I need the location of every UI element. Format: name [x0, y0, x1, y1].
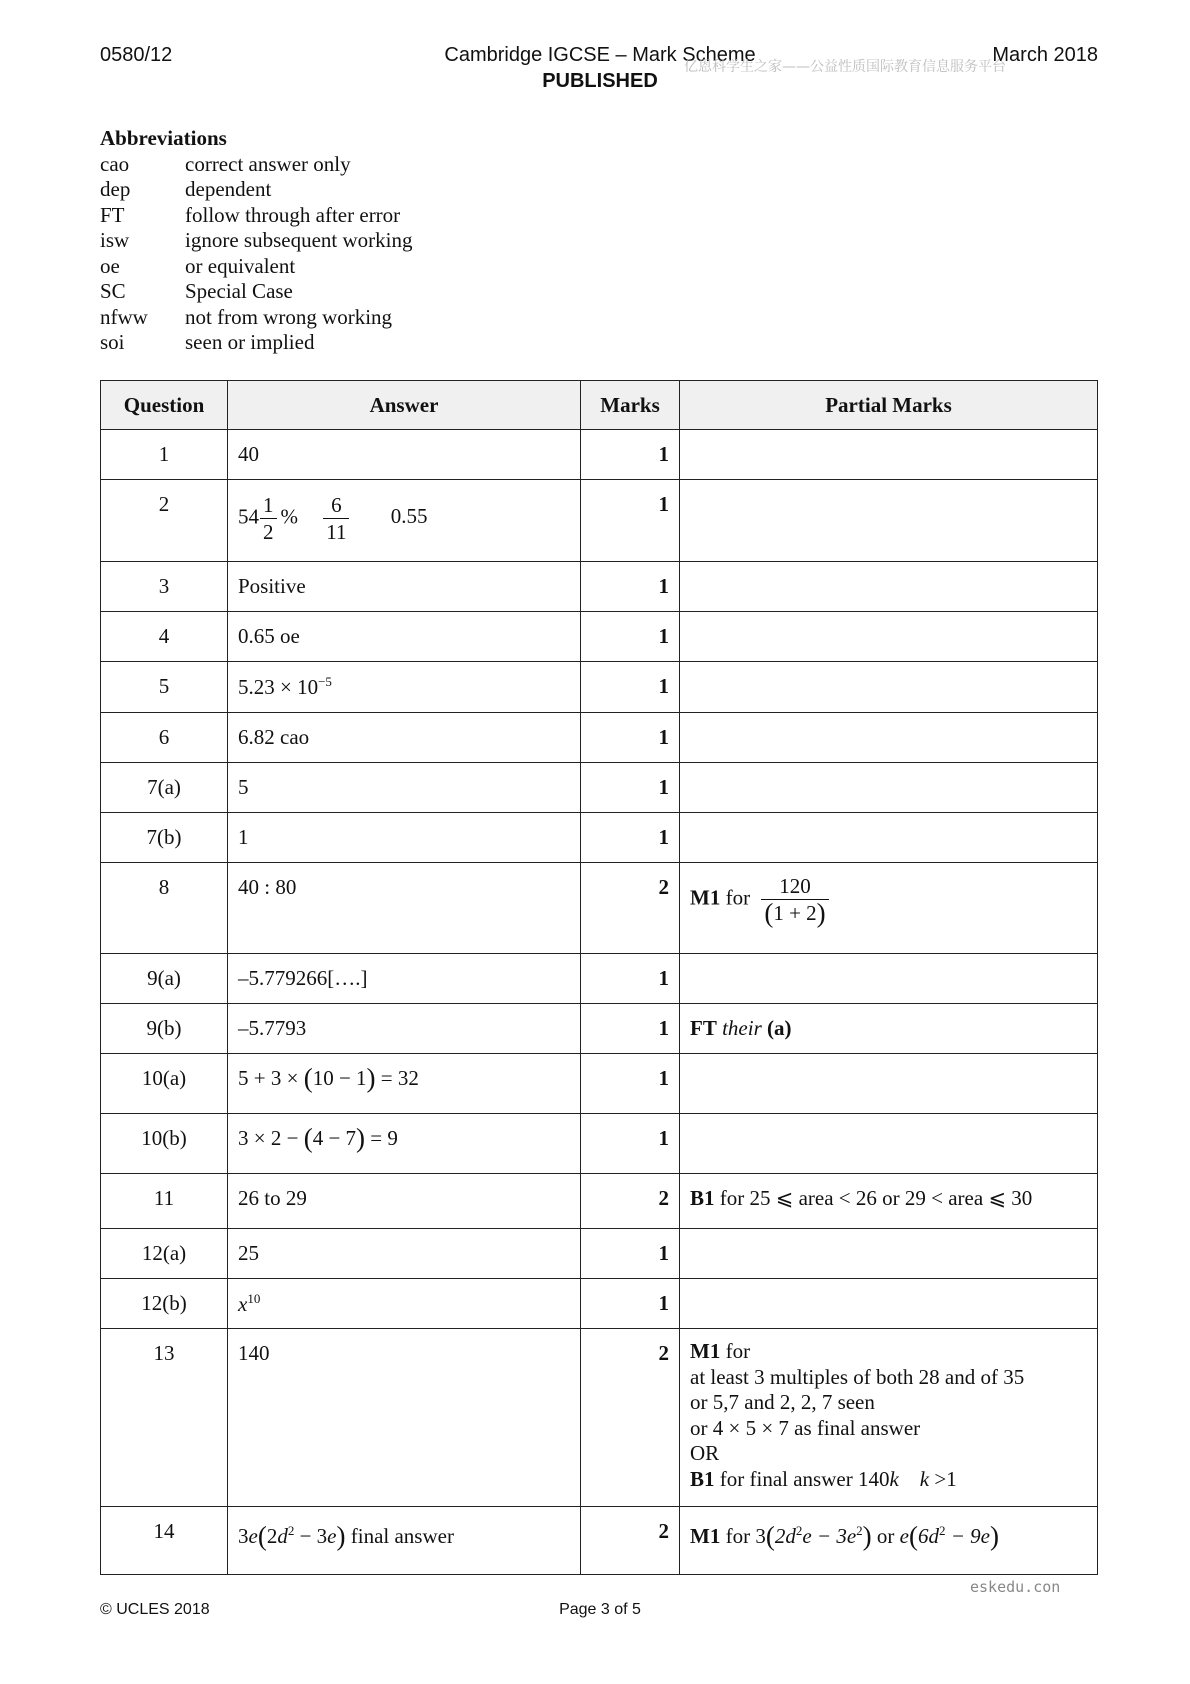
table-row: [101, 1229, 1098, 1279]
partial-marks-cell: [680, 1329, 1098, 1507]
table-row: [101, 1054, 1098, 1114]
variable-e: e: [899, 1524, 909, 1548]
question-number: 4: [101, 612, 228, 662]
answer-cell: [228, 480, 581, 562]
marks-cell: 1: [581, 1279, 680, 1329]
page-number: Page 3 of 5: [559, 1601, 641, 1618]
mark-code-b1: B1: [690, 1466, 715, 1491]
header-question: Question: [101, 381, 228, 430]
partial-marks-cell: [680, 1174, 1098, 1229]
marks-cell: 1: [581, 1229, 680, 1279]
expression-bracket: 4 − 7: [312, 1126, 357, 1150]
exam-date: March 2018: [992, 44, 1098, 66]
answer-cell: 40 : 80: [228, 863, 581, 954]
marks-cell: 1: [581, 562, 680, 612]
abbreviation-key: cao: [100, 151, 130, 176]
fraction-numerator: 6: [323, 492, 349, 519]
abbreviation-row: [100, 177, 412, 203]
option-two-term: 6d: [917, 1524, 939, 1548]
partial-marks-cell: [680, 954, 1098, 1004]
answer-cell: 140: [228, 1329, 581, 1507]
partial-part-ref: (a): [767, 1016, 792, 1040]
published-label: PUBLISHED: [542, 70, 658, 92]
partial-line: [690, 1467, 1087, 1493]
partial-for-text: for: [725, 1339, 751, 1363]
marks-cell: 1: [581, 612, 680, 662]
copyright: © UCLES 2018: [100, 1601, 210, 1618]
abbreviation-value: Special Case: [185, 279, 293, 303]
answer-fraction-six-elevenths: [323, 492, 349, 545]
question-number: 9(a): [101, 954, 228, 1004]
expression-prefix: 5 + 3 ×: [238, 1066, 304, 1090]
abbreviation-key: FT: [100, 202, 125, 227]
exponent: 2: [856, 1523, 863, 1538]
answer-cell: $3e(2d^2 - 3e)$ final answer: [228, 1507, 581, 1575]
marks-cell: 2: [581, 1329, 680, 1507]
answer-cell: 5 + 3 × (10 − 1) = 32: [228, 1054, 581, 1114]
question-number: 6: [101, 713, 228, 763]
abbreviation-value: not from wrong working: [185, 304, 393, 329]
abbreviation-key: nfww: [100, 304, 148, 329]
question-number: 10(b): [101, 1114, 228, 1174]
marks-cell: 1: [581, 813, 680, 863]
fraction-denominator-text: 1 + 2: [773, 901, 817, 925]
abbreviation-row: [100, 203, 412, 229]
inner-coefficient: 2: [266, 1524, 278, 1548]
answer-mantissa: 5.23 × 10: [238, 675, 319, 699]
question-number: 3: [101, 562, 228, 612]
abbreviation-key: dep: [100, 177, 131, 201]
abbreviation-row: [100, 305, 412, 331]
partial-marks-cell: [680, 863, 1098, 954]
answer-variable: x: [238, 1292, 248, 1316]
marks-cell: 1: [581, 1054, 680, 1114]
marks-cell: 2: [581, 1174, 680, 1229]
partial-marks-cell: [680, 1054, 1098, 1114]
answer-cell: 0.65 oe: [228, 612, 581, 662]
question-number: 7(b): [101, 813, 228, 863]
table-row: [101, 1174, 1098, 1229]
partial-marks-cell: [680, 713, 1098, 763]
answer-cell: 1: [228, 813, 581, 863]
abbreviation-value: follow through after error: [185, 202, 401, 227]
partial-marks-cell: [680, 1229, 1098, 1279]
answer-cell: [228, 662, 581, 713]
mark-code-b1: B1: [690, 1186, 715, 1210]
answer-whole: 54: [238, 504, 259, 529]
abbreviation-row: [100, 279, 412, 305]
marks-cell: 2: [581, 863, 680, 954]
table-row: [101, 480, 1098, 562]
question-number: 1: [101, 430, 228, 480]
marks-cell: 1: [581, 1114, 680, 1174]
abbreviation-row: [100, 152, 412, 178]
variable-d: d: [277, 1524, 288, 1548]
header-answer: Answer: [228, 381, 581, 430]
partial-marks-cell: [680, 562, 1098, 612]
k-condition: >1: [934, 1466, 957, 1491]
partial-line: or 5,7 and 2, 2, 7 seen: [690, 1390, 875, 1414]
marks-cell: 1: [581, 1004, 680, 1054]
answer-decimal: 0.55: [390, 504, 428, 529]
answer-cell: [228, 1279, 581, 1329]
partial-for-text: for: [725, 1524, 751, 1548]
question-number: 13: [101, 1329, 228, 1507]
table-row: [101, 662, 1098, 713]
fraction-denominator: 2: [263, 520, 274, 544]
table-row: [101, 1279, 1098, 1329]
partial-line: or 4 × 5 × 7 as final answer: [690, 1415, 921, 1440]
paper-code: 0580/12: [100, 44, 173, 66]
partial-line: OR: [690, 1441, 720, 1465]
question-number: 5: [101, 662, 228, 713]
marks-cell: 1: [581, 662, 680, 713]
table-row: [101, 612, 1098, 662]
partial-marks-cell: [680, 430, 1098, 480]
abbreviation-key: SC: [100, 279, 126, 303]
question-number: 2: [101, 480, 228, 562]
exponent: 2: [938, 1523, 946, 1538]
table-row: [101, 1329, 1098, 1507]
mark-code-ft: FT: [690, 1016, 717, 1040]
abbreviation-value: ignore subsequent working: [185, 228, 413, 252]
variable-k: k: [919, 1466, 930, 1491]
table-row: [101, 1004, 1098, 1054]
watermark-text: 亿恩科学生之家——公益性质国际教育信息服务平台: [684, 59, 1006, 75]
answer-percent: %: [280, 504, 298, 529]
marks-cell: 1: [581, 430, 680, 480]
abbreviation-value: dependent: [185, 177, 272, 201]
answer-cell: 25: [228, 1229, 581, 1279]
question-number: 11: [101, 1174, 228, 1229]
mark-code-m1: M1: [690, 885, 721, 910]
partial-marks-cell: [680, 1279, 1098, 1329]
answer-cell: 5: [228, 763, 581, 813]
option-one-term: 2d: [774, 1524, 796, 1548]
coefficient: 3: [238, 1524, 249, 1548]
document-title: Cambridge IGCSE – Mark Scheme: [444, 44, 756, 66]
partial-line: at least 3 multiples of both 28 and of 35: [690, 1364, 1025, 1389]
abbreviations-section: [100, 126, 412, 356]
expression-prefix: 3 × 2 −: [238, 1126, 304, 1150]
partial-for-text: for: [725, 885, 751, 910]
answer-note: final answer: [350, 1524, 454, 1548]
answer-cell: Positive: [228, 562, 581, 612]
table-row: [101, 1114, 1098, 1174]
table-row: [101, 813, 1098, 863]
question-number: 9(b): [101, 1004, 228, 1054]
question-number: 8: [101, 863, 228, 954]
partial-marks-cell: [680, 480, 1098, 562]
header-marks: Marks: [581, 381, 680, 430]
abbreviation-row: [100, 228, 412, 254]
answer-cell: 40: [228, 430, 581, 480]
partial-line: [690, 1339, 1087, 1365]
table-row: [101, 954, 1098, 1004]
option-two-rest: − 9e: [945, 1524, 990, 1548]
abbreviation-key: oe: [100, 253, 120, 278]
partial-marks-cell: [680, 763, 1098, 813]
mark-code-m1: M1: [690, 1524, 721, 1548]
question-number: 12(a): [101, 1229, 228, 1279]
fraction-numerator: 1: [260, 492, 277, 519]
fraction-numerator: 120: [761, 873, 828, 900]
minus-term: − 3: [294, 1524, 328, 1548]
table-row: [101, 713, 1098, 763]
abbreviation-value: correct answer only: [185, 151, 351, 176]
partial-marks-cell: M1 for $3(2d^2e - 3e^2)$ or $e(6d^2 - 9e)$: [680, 1507, 1098, 1575]
partial-marks-cell: [680, 612, 1098, 662]
or-text: or: [876, 1524, 895, 1548]
expression-bracket: 10 − 1: [312, 1066, 367, 1090]
question-number: 14: [101, 1507, 228, 1575]
abbreviation-value: seen or implied: [185, 330, 315, 354]
abbreviation-key: soi: [100, 330, 125, 354]
marks-cell: 2: [581, 1507, 680, 1575]
abbreviations-title: Abbreviations: [100, 126, 227, 150]
answer-cell: –5.779266[….]: [228, 954, 581, 1004]
answer-cell: 6.82 cao: [228, 713, 581, 763]
mark-scheme-table: [100, 380, 1098, 1575]
partial-text: for 25 ⩽ area < 26 or 29 < area ⩽ 30: [719, 1186, 1033, 1210]
variable-e: e: [248, 1524, 258, 1548]
table-header-row: [101, 381, 1098, 430]
header-partial-marks: Partial Marks: [680, 381, 1098, 430]
question-number: 7(a): [101, 763, 228, 813]
partial-fraction: [761, 873, 828, 926]
answer-cell: –5.7793: [228, 1004, 581, 1054]
variable-k: k: [889, 1466, 899, 1491]
question-number: 10(a): [101, 1054, 228, 1114]
table-row: [101, 430, 1098, 480]
answer-exponent: −5: [318, 674, 332, 689]
table-row: [101, 1507, 1098, 1575]
fraction-denominator: (1 + 2): [764, 898, 826, 928]
partial-marks-cell: [680, 1114, 1098, 1174]
site-watermark: eskedu.con: [970, 1578, 1061, 1596]
marks-cell: 1: [581, 713, 680, 763]
coefficient: 3: [755, 1524, 766, 1548]
marks-cell: 1: [581, 954, 680, 1004]
table-row: [101, 763, 1098, 813]
expression-result: = 32: [375, 1066, 419, 1090]
marks-cell: 1: [581, 763, 680, 813]
answer-exponent: 10: [247, 1291, 261, 1306]
fraction-denominator: 11: [326, 520, 347, 544]
exponent: 2: [795, 1523, 803, 1538]
table-row: [101, 863, 1098, 954]
option-one-rest: e − 3e: [802, 1524, 857, 1548]
partial-marks-cell: [680, 662, 1098, 713]
table-row: [101, 562, 1098, 612]
mark-code-m1: M1: [690, 1339, 721, 1363]
exponent: 2: [287, 1523, 295, 1538]
partial-marks-cell: [680, 1004, 1098, 1054]
abbreviation-row: [100, 254, 412, 280]
expression-result: = 9: [365, 1126, 398, 1150]
variable-e: e: [327, 1524, 337, 1548]
answer-cell: 26 to 29: [228, 1174, 581, 1229]
abbreviation-key: isw: [100, 228, 130, 252]
abbreviation-row: [100, 330, 412, 356]
partial-their-text: their: [722, 1016, 762, 1040]
answer-fraction-half: [260, 492, 277, 545]
abbreviation-value: or equivalent: [185, 253, 296, 278]
question-number: 12(b): [101, 1279, 228, 1329]
marks-cell: 1: [581, 480, 680, 562]
partial-marks-cell: [680, 813, 1098, 863]
answer-cell: 3 × 2 − (4 − 7) = 9: [228, 1114, 581, 1174]
partial-text: for final answer 140: [719, 1466, 890, 1491]
